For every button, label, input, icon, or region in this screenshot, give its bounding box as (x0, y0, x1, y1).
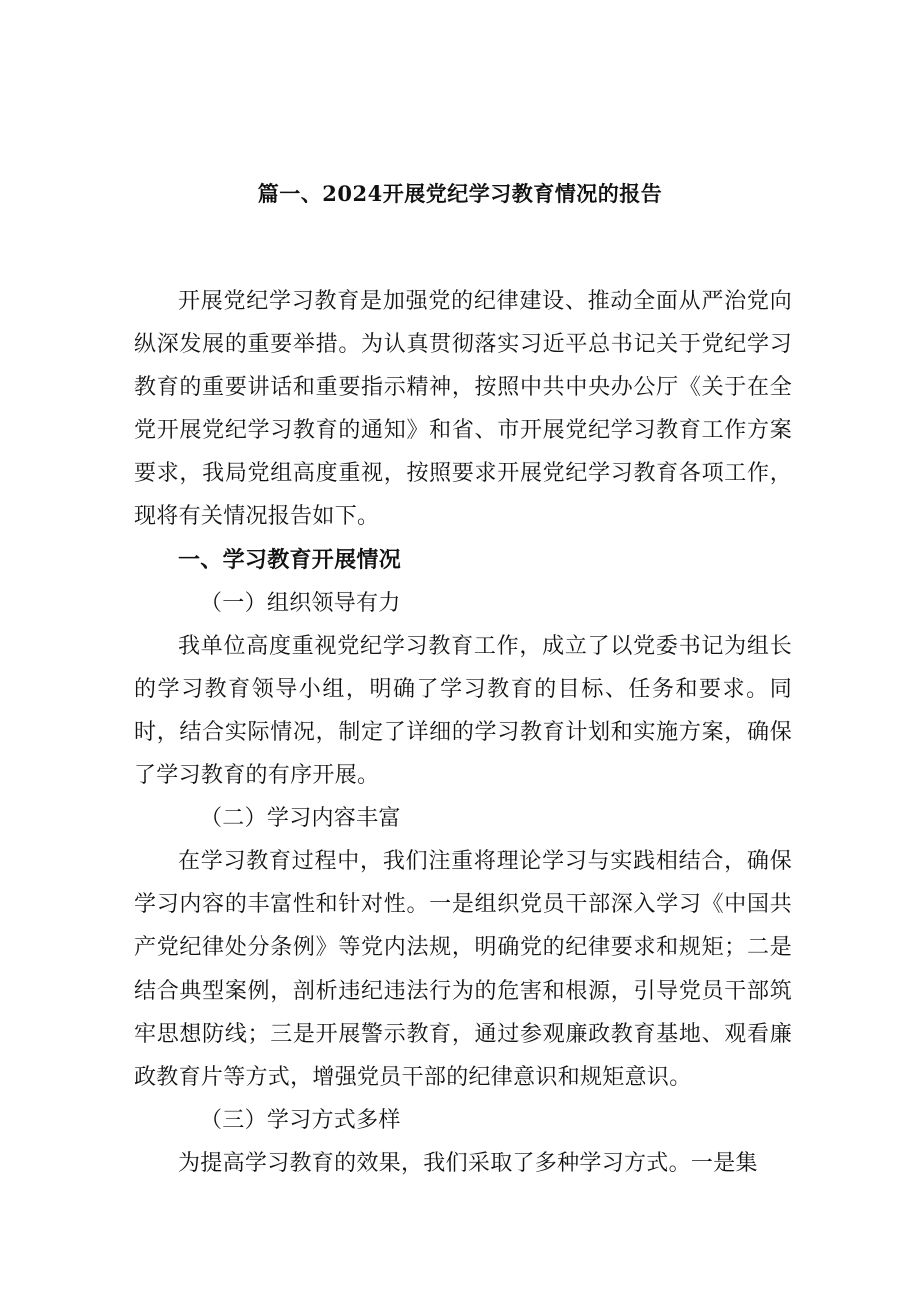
subsection-paragraph-1: 我单位高度重视党纪学习教育工作，成立了以党委书记为组长的学习教育领导小组，明确了学习教育的目标、任务和要求。同时，结合实际情况，制定了详细的学习教育计划和实施方案，确保了学习教育的有序开展。 (134, 633, 792, 789)
section-heading-1: 一、学习教育开展情况 (178, 546, 402, 573)
subsection-heading-3: （三）学习方式多样 (200, 1107, 401, 1133)
subsection-paragraph-2: 在学习教育过程中，我们注重将理论学习与实践相结合，确保学习内容的丰富性和针对性。一是组织党员干部深入学习《中国共产党纪律处分条例》等党内法规，明确党的纪律要求和规矩；二是结合典型案例，剖析违纪违法行为的危害和根源，引导党员干部筑牢思想防线；三是开展警示教育，通过参观廉政教育基地、观看廉政教育片等方式，增强党员干部的纪律意识和规矩意识。 (134, 849, 792, 1090)
document-body (134, 280, 792, 1185)
subsection-paragraph-3: 为提高学习教育的效果，我们采取了多种学习方式。一是集 (178, 1150, 758, 1176)
intro-paragraph: 开展党纪学习教育是加强党的纪律建设、推动全面从严治党向纵深发展的重要举措。为认真贯彻落实习近平总书记关于党纪学习教育的重要讲话和重要指示精神，按照中共中央办公厅《关于在全党开展党纪学习教育的通知》和省、市开展党纪学习教育工作方案要求，我局党组高度重视，按照要求开展党纪学习教育各项工作，现将有关情况报告如下。 (134, 289, 792, 530)
subsection-heading-1: （一）组织领导有力 (200, 590, 401, 616)
document-title: 篇一、2024开展党纪学习教育情况的报告 (257, 181, 663, 206)
subsection-heading-2: （二）学习内容丰富 (200, 806, 401, 832)
